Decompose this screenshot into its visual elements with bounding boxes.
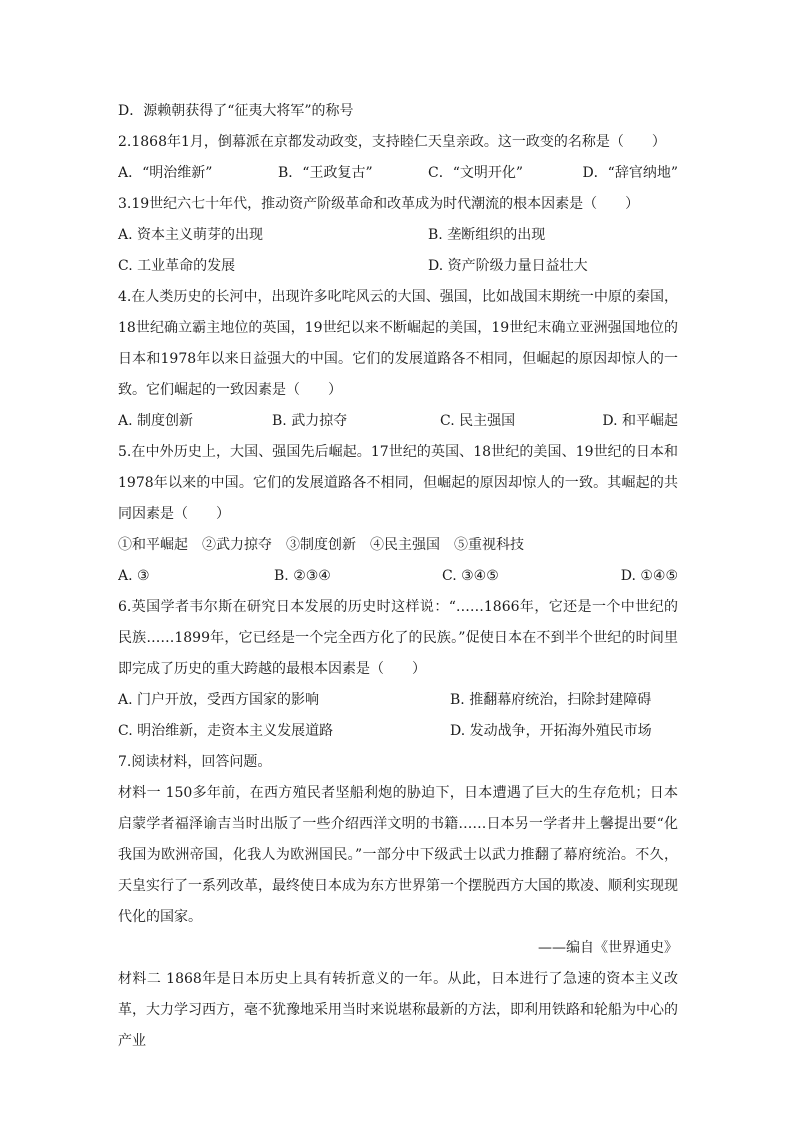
q3-stem: 3.19世纪六七十年代，推动资产阶级革命和改革成为时代潮流的根本因素是（ ） xyxy=(118,196,640,212)
q5-options xyxy=(118,561,678,592)
q4-option-a: A. 制度创新 xyxy=(118,413,194,429)
q3-option-c: C. 工业革命的发展 xyxy=(118,258,236,274)
q6-stem: 6.英国学者韦尔斯在研究日本发展的历史时这样说：“……1866年，它还是一个中世纪的民族……1899年，它已经是一个完全西方化了的民族。”促使日本在不到半个世纪的时间里即完成了历史的重大跨越的最根本因素是（ ） xyxy=(118,599,678,677)
q5-option-a: A. ③ xyxy=(118,568,150,584)
q4-option-b: B. 武力掠夺 xyxy=(272,413,348,429)
q3-option-a: A. 资本主义萌芽的出现 xyxy=(118,227,264,243)
q2-option-a: A．“明治维新” xyxy=(118,165,213,181)
q5-stem: 5.在中外历史上，大国、强国先后崛起。17世纪的英国、18世纪的美国、19世纪的日本和1978年以来的中国。它们的发展道路各不相同，但崛起的原因却惊人的一致。其崛起的共同因素是（ ） xyxy=(118,444,678,522)
q7-material-1: 材料一 150多年前，在西方殖民者坚船利炮的胁迫下，日本遭遇了巨大的生存危机；日本启蒙学者福泽谕吉当时出版了一些介绍西洋文明的书籍……日本另一学者井上馨提出要“化我国为欧洲帝国，化我人为欧洲国民。”一部分中下级武士以武力推翻了幕府统治。不久，天皇实行了一系列改革，最终使日本成为东方世界第一个摆脱西方大国的欺凌、顺利实现现代化的国家。 xyxy=(118,785,678,925)
q6-options-row-2 xyxy=(118,716,678,747)
q3-option-b: B. 垄断组织的出现 xyxy=(428,227,546,243)
q4-options xyxy=(118,406,678,437)
q5-option-d: D. ①④⑤ xyxy=(620,568,678,584)
q5-option-b: B. ②③④ xyxy=(274,568,331,584)
q3-option-d: D. 资产阶级力量日益壮大 xyxy=(428,258,588,274)
q6-options-row-1 xyxy=(118,685,678,716)
q2-option-c: C．“文明开化” xyxy=(428,165,524,181)
q6-option-d: D. 发动战争，开拓海外殖民市场 xyxy=(450,723,652,739)
q7-material-1-source: ——编自《世界通史》 xyxy=(538,940,678,956)
q2-stem: 2.1868年1月，倒幕派在京都发动政变，支持睦仁天皇亲政。这一政变的名称是（ ） xyxy=(118,134,666,150)
q7-material-2: 材料二 1868年是日本历史上具有转折意义的一年。从此，日本进行了急速的资本主义改革，大力学习西方，毫不犹豫地采用当时来说堪称最新的方法，即利用铁路和轮船为中心的产业 xyxy=(118,971,678,1049)
q7-stem: 7.阅读材料，回答问题。 xyxy=(118,754,272,770)
q3-options-row-2 xyxy=(118,251,678,282)
q3-options-row-1 xyxy=(118,220,678,251)
q4-option-d: D. 和平崛起 xyxy=(602,413,678,429)
q4-stem: 4.在人类历史的长河中，出现许多叱咤风云的大国、强国，比如战国末期统一中原的秦国，18世纪确立霸主地位的英国，19世纪以来不断崛起的美国，19世纪末确立亚洲强国地位的日本和1978年以来日益强大的中国。它们的发展道路各不相同，但崛起的原因却惊人的一致。它们崛起的一致因素是（ ） xyxy=(118,289,678,398)
q2-option-d: D．“辞官纳地” xyxy=(582,165,678,181)
q6-option-c: C. 明治维新，走资本主义发展道路 xyxy=(118,723,334,739)
q1-option-d: D．源赖朝获得了“征夷大将军”的称号 xyxy=(118,103,354,119)
q2-option-b: B．“王政复古” xyxy=(278,165,373,181)
q5-choices: ①和平崛起 ②武力掠夺 ③制度创新 ④民主强国 ⑤重视科技 xyxy=(118,537,524,553)
q2-options xyxy=(118,158,678,189)
q5-option-c: C. ③④⑤ xyxy=(442,568,499,584)
q6-option-b: B. 推翻幕府统治，扫除封建障碍 xyxy=(450,692,652,708)
q4-option-c: C. 民主强国 xyxy=(440,413,516,429)
q6-option-a: A. 门户开放，受西方国家的影响 xyxy=(118,692,320,708)
exam-page xyxy=(118,96,678,1057)
